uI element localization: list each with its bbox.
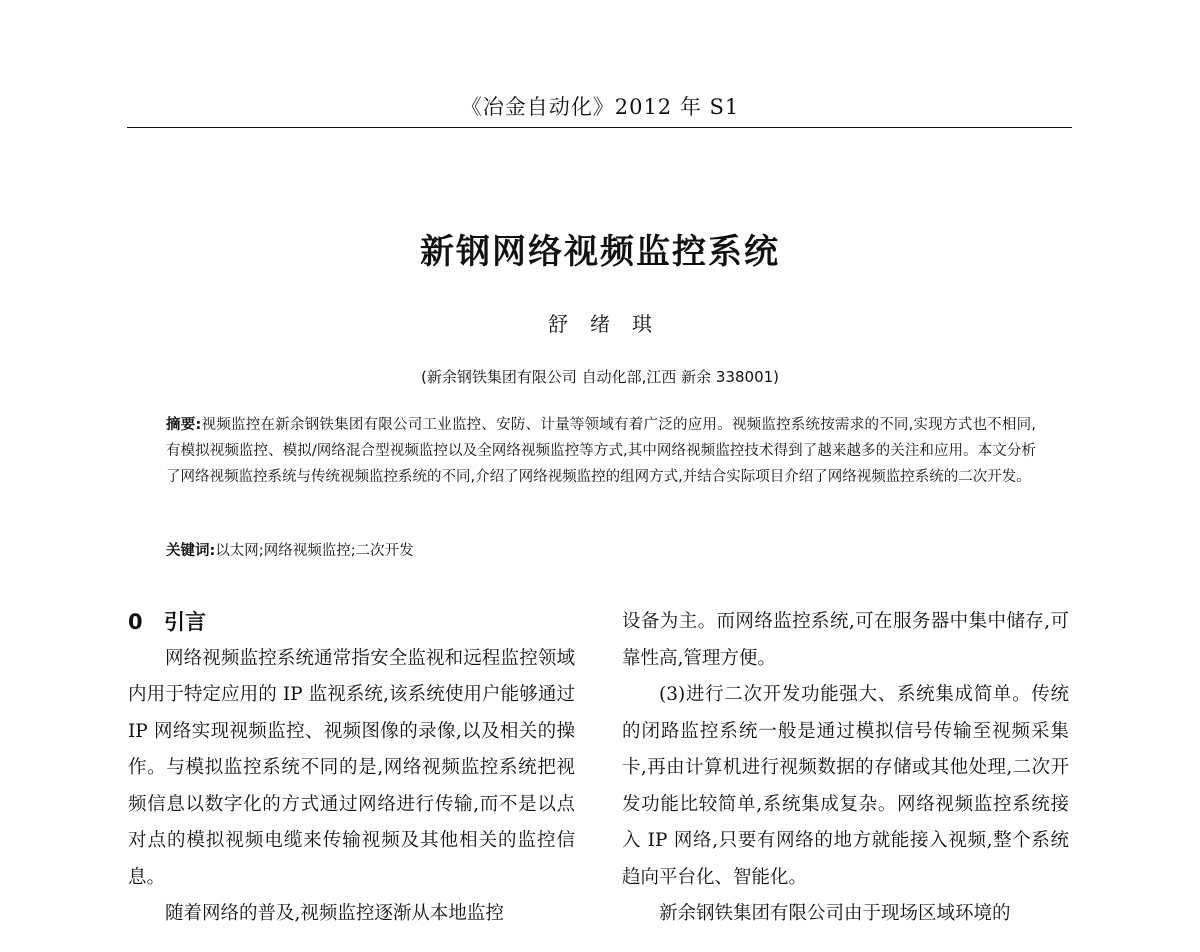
right-paragraph-2: (3)进行二次开发功能强大、系统集成简单。传统的闭路监控系统一般是通过模拟信号传输至视频采集卡,再由计算机进行视频数据的存储或其他处理,二次开发功能比较简单,系统集成复杂。网络视频监控系统接入 IP 网络,只要有网络的地方就能接入视频,整个系统趋向平台化、智能化。 (622, 684, 1069, 888)
keywords (166, 538, 1036, 564)
right-column (622, 604, 1069, 933)
intro-paragraph-1: 网络视频监控系统通常指安全监视和远程监控领域内用于特定应用的 IP 监视系统,该系统使用户能够通过 IP 网络实现视频监控、视频图像的录像,以及相关的操作。与模拟监控系统不同的是,网络视频监控系统把视频信息以数字化的方式通过网络进行传输,而不是以点对点的模拟视频电缆来传输视频及其他相关的监控信息。 (128, 647, 575, 888)
author-name: 舒绪琪 (548, 312, 674, 336)
right-paragraph-3: 新余钢铁集团有限公司由于现场区域环境的 (659, 903, 1011, 924)
section-title: 引言 (164, 610, 206, 634)
section-number: 0 (128, 610, 143, 634)
paper-title: 新钢网络视频监控系统 (420, 232, 780, 272)
header-rule (127, 127, 1072, 128)
section-heading-introduction (128, 604, 575, 641)
author-affiliation: (新余钢铁集团有限公司 自动化部,江西 新余 338001) (420, 368, 780, 386)
abstract (166, 412, 1036, 490)
intro-paragraph-2: 随着网络的普及,视频监控逐渐从本地监控 (165, 903, 504, 924)
journal-header: 《冶金自动化》2012 年 S1 (460, 95, 740, 119)
abstract-label: 摘要: (166, 417, 202, 433)
keywords-label: 关键词: (166, 543, 216, 559)
left-column (128, 604, 575, 933)
right-paragraph-1: 设备为主。而网络监控系统,可在服务器中集中储存,可靠性高,管理方便。 (622, 611, 1069, 669)
keywords-text: 以太网;网络视频监控;二次开发 (215, 543, 414, 559)
abstract-text: 视频监控在新余钢铁集团有限公司工业监控、安防、计量等领域有着广泛的应用。视频监控系统按需求的不同,实现方式也不相同,有模拟视频监控、模拟/网络混合型视频监控以及全网络视频监控等方式,其中网络视频监控技术得到了越来越多的关注和应用。本文分析了网络视频监控系统与传统视频监控系统的不同,介绍了网络视频监控的组网方式,并结合实际项目介绍了网络视频监控系统的二次开发。 (166, 417, 1036, 485)
